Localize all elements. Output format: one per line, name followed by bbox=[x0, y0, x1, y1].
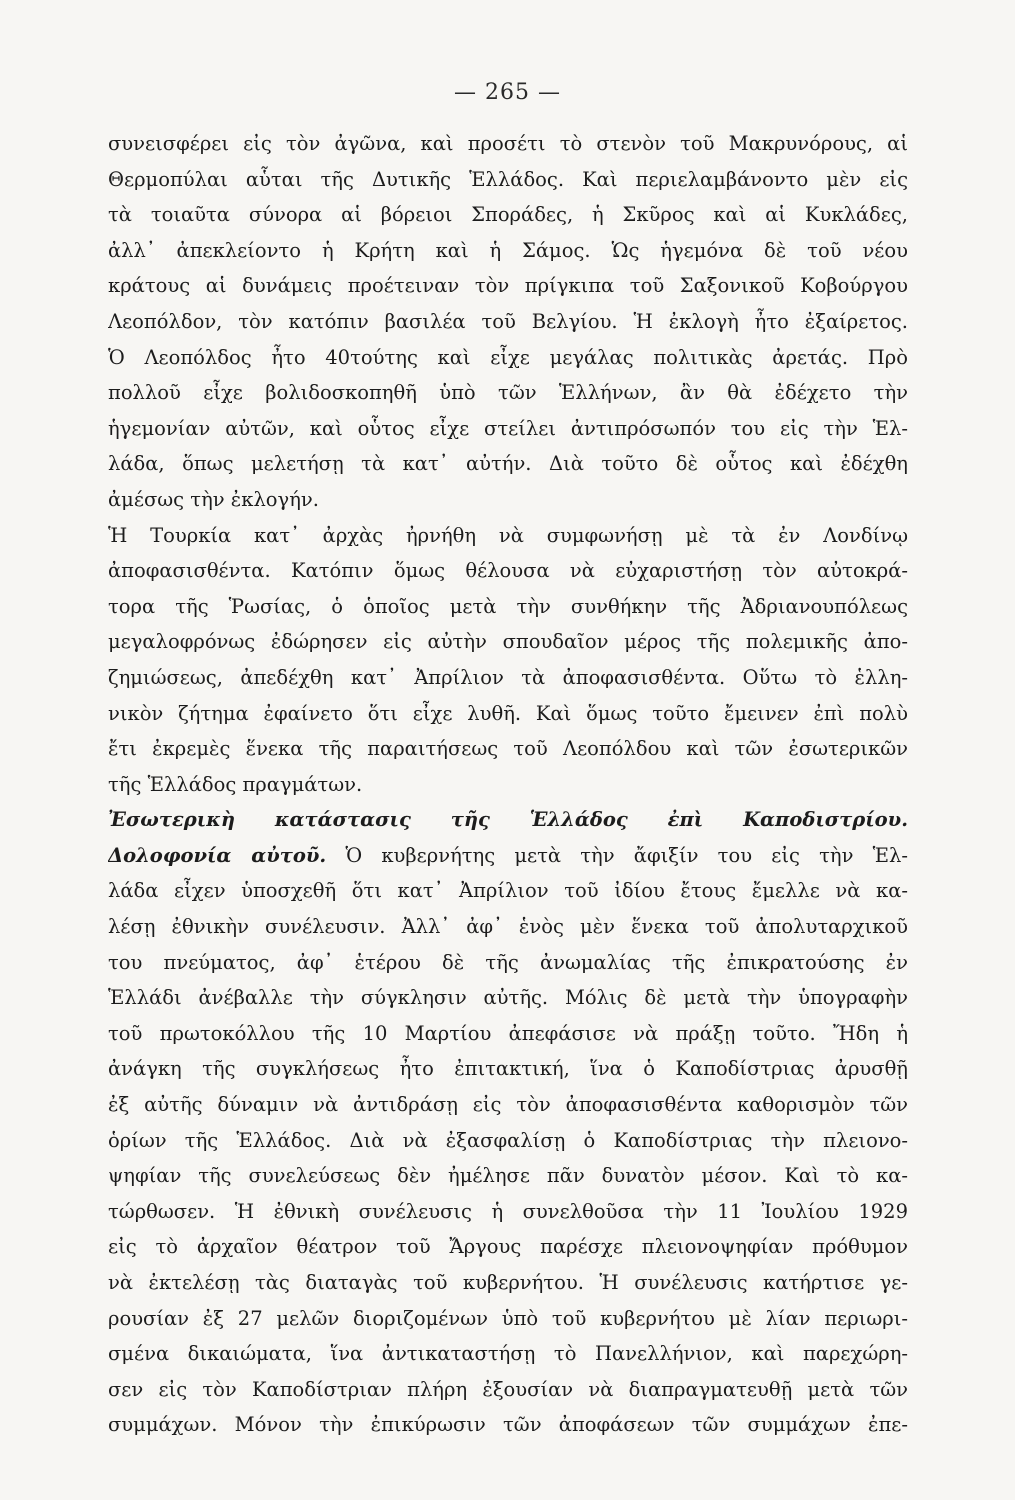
text-line-content: λάδα εἶχεν ὑποσχεθῆ ὅτι κατ᾽ Ἀπρίλιον τοῦ ἰδίου ἔτους ἔμελλε νὰ κα- bbox=[108, 879, 908, 903]
text-line-content: ἀμέσως τὴν ἐκλογήν. bbox=[108, 487, 319, 511]
text-line-content: ρουσίαν ἐξ 27 μελῶν διοριζομένων ὑπὸ τοῦ κυβερνήτου μὲ λίαν περιωρι- bbox=[108, 1306, 908, 1330]
text-line bbox=[108, 1194, 908, 1230]
text-line bbox=[108, 553, 908, 589]
text-line bbox=[108, 802, 908, 838]
text-line-content: πολλοῦ εἶχε βολιδοσκοπηθῆ ὑπὸ τῶν Ἑλλήνων, ἂν θὰ ἐδέχετο τὴν bbox=[108, 381, 908, 405]
text-line bbox=[108, 980, 908, 1016]
text-line bbox=[108, 1016, 908, 1052]
text-line bbox=[108, 1372, 908, 1408]
text-line-content: σμένα δικαιώματα, ἵνα ἀντικαταστήσῃ τὸ Πανελλήνιον, καὶ παρεχώρη- bbox=[108, 1342, 908, 1366]
text-line-content: τώρθωσεν. Ἡ ἐθνικὴ συνέλευσις ἡ συνελθοῦσα τὴν 11 Ἰουλίου 1929 bbox=[108, 1199, 908, 1223]
text-line bbox=[108, 1301, 908, 1337]
text-line-content: ἀλλ᾽ ἀπεκλείοντο ἡ Κρήτη καὶ ἡ Σάμος. Ὡς ἡγεμόνα δὲ τοῦ νέου bbox=[108, 238, 908, 262]
text-line-content: ἐξ αὐτῆς δύναμιν νὰ ἀντιδράσῃ εἰς τὸν ἀποφασισθέντα καθορισμὸν τῶν bbox=[108, 1093, 908, 1117]
text-line bbox=[108, 1158, 908, 1194]
text-line-content: εἰς τὸ ἀρχαῖον θέατρον τοῦ Ἄργους παρέσχε πλειονοψηφίαν πρόθυμον bbox=[108, 1235, 908, 1259]
text-line bbox=[108, 375, 908, 411]
text-line bbox=[108, 197, 908, 233]
text-line-content: τὰ τοιαῦτα σύνορα αἱ βόρειοι Σποράδες, ἡ Σκῦρος καὶ αἱ Κυκλάδες, bbox=[108, 203, 908, 227]
section-heading: Δολοφονία αὐτοῦ. bbox=[108, 843, 327, 867]
text-line bbox=[108, 411, 908, 447]
text-line-content: λέσῃ ἐθνικὴν συνέλευσιν. Ἀλλ᾽ ἀφ᾽ ἑνὸς μὲν ἕνεκα τοῦ ἀπολυταρχικοῦ bbox=[108, 915, 908, 939]
text-line bbox=[108, 340, 908, 376]
text-line bbox=[108, 1087, 908, 1123]
text-line-content: νὰ ἐκτελέσῃ τὰς διαταγὰς τοῦ κυβερνήτου. Ἡ συνέλευσις κατήρτισε γε- bbox=[108, 1271, 908, 1294]
text-line-content: Λεοπόλδον, τὸν κατόπιν βασιλέα τοῦ Βελγίου. Ἡ ἐκλογὴ ἦτο ἐξαίρετος. bbox=[108, 309, 908, 333]
text-line bbox=[108, 838, 908, 874]
text-line bbox=[108, 162, 908, 198]
text-line bbox=[108, 767, 908, 803]
text-line-content: ψηφίαν τῆς συνελεύσεως δὲν ἠμέλησε πᾶν δυνατὸν μέσον. Καὶ τὸ κα- bbox=[108, 1164, 908, 1188]
body-text bbox=[108, 126, 908, 1443]
text-line bbox=[108, 1229, 908, 1265]
text-line-content: Θερμοπύλαι αὗται τῆς Δυτικῆς Ἑλλάδος. Καὶ περιελαμβάνοντο μὲν εἰς bbox=[108, 167, 908, 191]
text-line-content: ἡγεμονίαν αὐτῶν, καὶ οὗτος εἶχε στείλει ἀντιπρόσωπόν του εἰς τὴν Ἑλ- bbox=[108, 416, 908, 440]
text-line bbox=[108, 233, 908, 269]
text-line-content: τῆς Ἑλλάδος πραγμάτων. bbox=[108, 772, 363, 796]
section-heading: Ἐσωτερικὴ κατάστασις τῆς Ἑλλάδος ἐπὶ Καποδιστρίου. bbox=[108, 808, 908, 832]
text-line bbox=[108, 268, 908, 304]
text-line bbox=[108, 304, 908, 340]
text-line-content: Ἑλλάδι ἀνέβαλλε τὴν σύγκλησιν αὐτῆς. Μόλις δὲ μετὰ τὴν ὑπογραφὴν bbox=[108, 986, 908, 1010]
text-line-content: ἔτι ἐκρεμὲς ἕνεκα τῆς παραιτήσεως τοῦ Λεοπόλδου καὶ τῶν ἐσωτερικῶν bbox=[108, 737, 908, 761]
text-line-content: ἀνάγκη τῆς συγκλήσεως ἦτο ἐπιτακτική, ἵνα ὁ Καποδίστριας ἀρυσθῇ bbox=[108, 1057, 908, 1081]
text-line-content: μεγαλοφρόνως ἐδώρησεν εἰς αὐτὴν σπουδαῖον μέρος τῆς πολεμικῆς ἀπο- bbox=[108, 630, 908, 654]
text-line-content: Ὁ Λεοπόλδος ἦτο 40τούτης καὶ εἶχε μεγάλας πολιτικὰς ἀρετάς. Πρὸ bbox=[108, 345, 908, 369]
text-line bbox=[108, 1265, 908, 1301]
text-line-content: τοῦ πρωτοκόλλου τῆς 10 Μαρτίου ἀπεφάσισε νὰ πράξῃ τοῦτο. Ἤδη ἡ bbox=[108, 1021, 908, 1045]
text-line-content: Ἡ Τουρκία κατ᾽ ἀρχὰς ἠρνήθη νὰ συμφωνήσῃ μὲ τὰ ἐν Λονδίνῳ bbox=[108, 523, 908, 547]
text-line bbox=[108, 1336, 908, 1372]
text-line bbox=[108, 1123, 908, 1159]
text-line-content: του πνεύματος, ἀφ᾽ ἑτέρου δὲ τῆς ἀνωμαλίας τῆς ἐπικρατούσης ἐν bbox=[108, 950, 908, 974]
text-line-content: λάδα, ὅπως μελετήσῃ τὰ κατ᾽ αὐτήν. Διὰ τοῦτο δὲ οὗτος καὶ ἐδέχθη bbox=[108, 452, 908, 476]
page-number: — 265 — bbox=[454, 80, 561, 105]
text-line bbox=[108, 731, 908, 767]
text-line bbox=[108, 909, 908, 945]
text-line bbox=[108, 446, 908, 482]
text-line bbox=[108, 945, 908, 981]
text-line bbox=[108, 660, 908, 696]
text-line-content: κράτους αἱ δυνάμεις προέτειναν τὸν πρίγκιπα τοῦ Σαξονικοῦ Κοβούργου bbox=[108, 274, 908, 298]
text-line-content: Ὁ κυβερνήτης μετὰ τὴν ἄφιξίν του εἰς τὴν Ἑλ- bbox=[326, 843, 908, 867]
text-line-content: τορα τῆς Ῥωσίας, ὁ ὁποῖος μετὰ τὴν συνθήκην τῆς Ἀδριανουπόλεως bbox=[108, 594, 908, 618]
text-line bbox=[108, 482, 908, 518]
text-line-content: ἀποφασισθέντα. Κατόπιν ὅμως θέλουσα νὰ εὐχαριστήσῃ τὸν αὐτοκρά- bbox=[108, 559, 908, 583]
text-line-content: συνεισφέρει εἰς τὸν ἀγῶνα, καὶ προσέτι τὸ στενὸν τοῦ Μακρυνόρους, αἱ bbox=[108, 132, 908, 155]
text-line-content: συμμάχων. Μόνον τὴν ἐπικύρωσιν τῶν ἀποφάσεων τῶν συμμάχων ἐπε- bbox=[108, 1413, 908, 1437]
text-line bbox=[108, 624, 908, 660]
text-line-content: νικὸν ζήτημα ἐφαίνετο ὅτι εἶχε λυθῆ. Καὶ ὅμως τοῦτο ἔμεινεν ἐπὶ πολὺ bbox=[108, 701, 908, 725]
text-line-content: σεν εἰς τὸν Καποδίστριαν πλήρη ἐξουσίαν νὰ διαπραγματευθῇ μετὰ τῶν bbox=[108, 1377, 908, 1401]
text-line bbox=[108, 696, 908, 732]
text-line bbox=[108, 873, 908, 909]
text-line-content: ζημιώσεως, ἀπεδέχθη κατ᾽ Ἀπρίλιον τὰ ἀποφασισθέντα. Οὕτω τὸ ἑλλη- bbox=[108, 665, 908, 689]
text-line-content: ὁρίων τῆς Ἑλλάδος. Διὰ νὰ ἐξασφαλίσῃ ὁ Καποδίστριας τὴν πλειονο- bbox=[108, 1128, 908, 1152]
text-line bbox=[108, 589, 908, 625]
text-line bbox=[108, 126, 908, 162]
text-line bbox=[108, 1051, 908, 1087]
text-line bbox=[108, 518, 908, 554]
text-line bbox=[108, 1407, 908, 1443]
